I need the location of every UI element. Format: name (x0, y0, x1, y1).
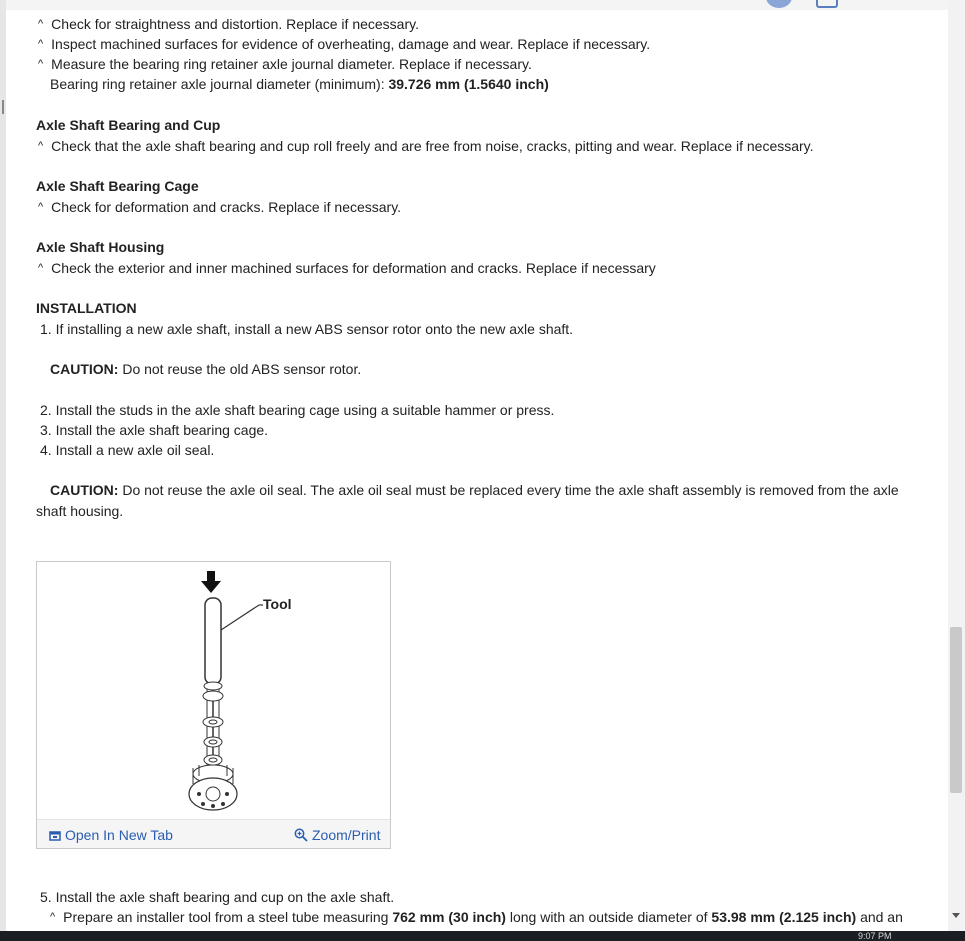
article-content (6, 10, 948, 931)
caution-label: CAUTION: (50, 482, 119, 498)
installer-tube (205, 598, 221, 684)
new-tab-icon (49, 827, 61, 847)
caution-continued: shaft housing. (36, 503, 124, 519)
scroll-down-arrow-icon[interactable] (952, 913, 960, 918)
caution-label: CAUTION: (50, 361, 119, 377)
section-title: Axle Shaft Housing (36, 239, 165, 255)
spec-line: Bearing ring retainer axle journal diameter (minimum): 39.726 mm (1.5640 inch) (50, 76, 549, 92)
section-item: ^ Check for deformation and cracks. Replace if necessary. (38, 199, 402, 215)
zoom-print-link[interactable]: Zoom/Print (294, 825, 380, 847)
toolbar-icon[interactable] (816, 0, 838, 8)
stud-hole (211, 804, 215, 808)
caution-note: CAUTION: Do not reuse the axle oil seal. The axle oil seal must be replaced every time the axle shaft assembly is removed from the axle (50, 482, 899, 498)
step-2: 2. Install the studs in the axle shaft bearing cage using a suitable hammer or press. (40, 402, 555, 418)
inspection-item: ^ Check for straightness and distortion. Replace if necessary. (38, 16, 419, 32)
illustration-figure (36, 561, 391, 849)
tool-label: Tool (263, 596, 292, 612)
bullet-caret-icon: ^ (38, 18, 44, 30)
tool-leader-line (221, 605, 259, 630)
spec-value: 39.726 mm (1.5640 inch) (388, 76, 549, 92)
press-arrow-icon (201, 571, 221, 593)
section-title: Axle Shaft Bearing and Cup (36, 117, 221, 133)
inspection-item: ^ Inspect machined surfaces for evidence of overheating, damage and wear. Replace if necessary. (38, 36, 651, 52)
scrollbar-thumb[interactable] (950, 627, 962, 793)
oil-seal (204, 755, 222, 765)
edge-marker (2, 100, 4, 114)
bullet-caret-icon: ^ (38, 38, 44, 50)
step-3: 3. Install the axle shaft bearing cage. (40, 422, 269, 438)
step-1: 1. If installing a new axle shaft, install a new ABS sensor rotor onto the new axle shaft. (40, 321, 574, 337)
stud-hole (201, 802, 205, 806)
section-item: ^ Check that the axle shaft bearing and cup roll freely and are free from noise, cracks, pitting and wear. Replace if necessary. (38, 138, 814, 154)
profile-avatar[interactable] (766, 0, 792, 8)
bullet-caret-icon: ^ (38, 201, 44, 213)
inspection-item: ^ Measure the bearing ring retainer axle journal diameter. Replace if necessary. (38, 56, 532, 72)
step-5-sub-item: ^ Prepare an installer tool from a steel tube measuring 762 mm (30 inch) long with an outside diameter of 53.98 mm (2.125 inch) and an (50, 909, 903, 925)
section-title: Axle Shaft Bearing Cage (36, 178, 199, 194)
bearing-cage (204, 737, 222, 747)
stud-hole (221, 802, 225, 806)
bullet-caret-icon: ^ (38, 262, 44, 274)
step-5: 5. Install the axle shaft bearing and cup on the axle shaft. (40, 889, 395, 905)
stud-hole (197, 792, 201, 796)
bearing-cup (203, 691, 223, 701)
section-item: ^ Check the exterior and inner machined surfaces for deformation and cracks. Replace if necessary (38, 260, 656, 276)
zoom-icon (294, 827, 308, 847)
installation-title: INSTALLATION (36, 300, 137, 316)
bullet-caret-icon: ^ (38, 58, 44, 70)
bullet-caret-icon: ^ (50, 911, 56, 923)
caution-note: CAUTION: Do not reuse the old ABS sensor rotor. (50, 361, 362, 377)
open-in-new-tab-link[interactable]: Open In New Tab (49, 825, 173, 847)
axle-installer-tool-illustration (37, 562, 390, 817)
taskbar-clock: 9:07 PM (858, 931, 892, 941)
figure-action-bar (37, 819, 390, 848)
stud-hole (225, 792, 229, 796)
tube-end (204, 682, 222, 690)
bullet-caret-icon: ^ (38, 140, 44, 152)
step-4: 4. Install a new axle oil seal. (40, 442, 215, 458)
vertical-scrollbar[interactable] (948, 0, 965, 931)
os-taskbar (0, 931, 965, 941)
bearing (203, 717, 223, 727)
